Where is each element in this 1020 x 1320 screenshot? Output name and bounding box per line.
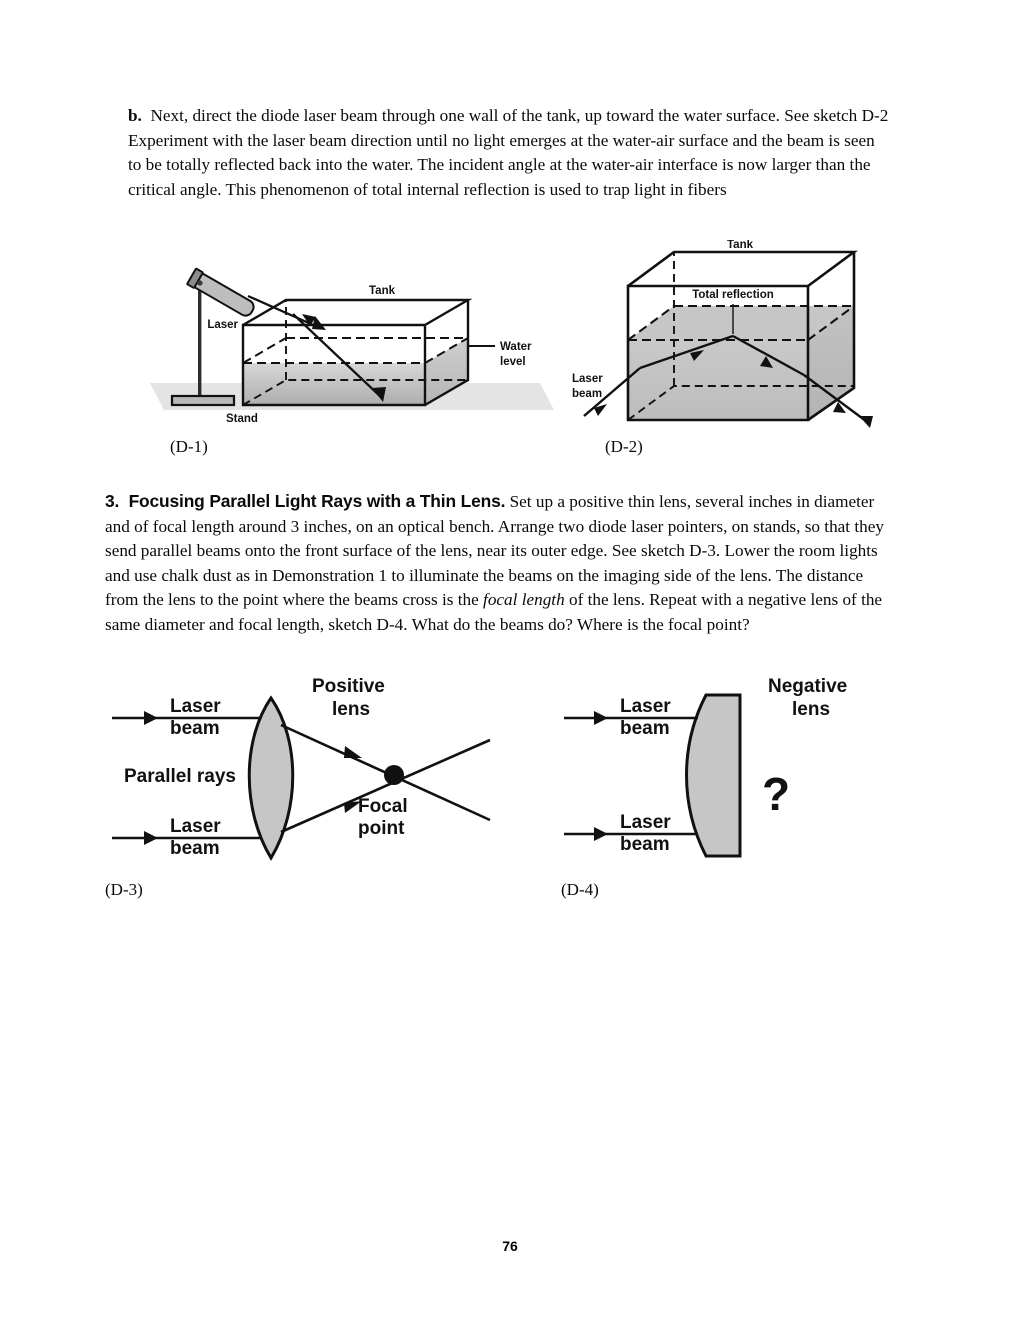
figure-d3: [100, 670, 520, 880]
label-tank: Tank: [369, 285, 395, 297]
beam-arrow-exit: [859, 416, 873, 428]
caption-d3: (D-3): [105, 880, 143, 899]
figure-d2: [570, 240, 900, 440]
paragraph-3-text-before: Set up a positive thin lens, several inches in diameter and of focal length around 3 inches, on an optical bench. Arrange two diode laser pointers, on stands, so that they send parallel beams onto the front surface of the lens, near its outer edge. See sketch D-3. Lower the room lights and use chalk dust as in Demonstration 1 to illuminate the beams on the imaging side of the lens. The distance from the lens to the point where the beams cross is the: [105, 492, 889, 610]
label-positive-lens-line1: Positive: [312, 676, 385, 697]
label-question-mark: ?: [762, 768, 791, 820]
label-tank-d2: Tank: [727, 240, 753, 251]
ray-arrow-bottom: [144, 831, 158, 845]
laser-clamp: [197, 280, 202, 285]
label-laser-beam-d2-line1: Laser: [572, 373, 603, 385]
positive-lens: [249, 698, 293, 858]
label-total-reflection: Total reflection: [692, 289, 774, 301]
paragraph-3-text-after: of the lens. Repeat with a negative lens of the same diameter and focal length, sketch D-4. What do the beams do? Where is the focal point?: [105, 590, 887, 634]
converge-arrow-top: [344, 746, 362, 758]
paragraph-3-heading: 3. Focusing Parallel Light Rays with a Thin Lens.: [105, 491, 506, 511]
caption-d4: (D-4): [561, 880, 599, 899]
label-water-level-line1: Water: [500, 341, 532, 353]
paragraph-item-3: [105, 489, 895, 638]
ray-arrow-top-d4: [594, 711, 608, 725]
label-focal-line1: Focal: [358, 796, 408, 817]
label-laser: Laser: [207, 319, 238, 331]
label-laser-top-line1: Laser: [170, 696, 221, 717]
label-water-level-line2: level: [500, 356, 526, 368]
laser-tube: [187, 268, 257, 319]
label-parallel-rays: Parallel rays: [124, 766, 236, 787]
label-negative-lens-line1: Negative: [768, 676, 848, 697]
label-laser-bottom-line1: Laser: [170, 816, 221, 837]
label-positive-lens-line2: lens: [332, 699, 371, 720]
label-laser-bottom-line2: beam: [170, 838, 220, 859]
label-laser-bottom-line2-d4: beam: [620, 834, 670, 855]
stand-pole: [198, 283, 201, 398]
label-stand: Stand: [226, 413, 258, 425]
ray-arrow-top: [144, 711, 158, 725]
paragraph-b-label: b.: [128, 106, 142, 125]
caption-d1: (D-1): [170, 437, 208, 456]
paragraph-b-text: Next, direct the diode laser beam through one wall of the tank, up toward the water surface. See sketch D-2 Experiment with the laser beam direction until no light emerges at the water-air surface and the beam is seen to be totally reflected back into the water. The incident angle at the water-air interface is now larger than the critical angle. This phenomenon of total internal reflection is used to trap light in fibers: [128, 106, 897, 199]
label-negative-lens-line2: lens: [792, 699, 831, 720]
label-laser-top-line1-d4: Laser: [620, 696, 671, 717]
stand-base: [172, 396, 234, 405]
ray-arrow-bottom-d4: [594, 827, 608, 841]
page-number: 76: [502, 1238, 518, 1254]
label-laser-beam-d2-line2: beam: [572, 388, 603, 400]
focal-point-dot: [384, 765, 404, 785]
paragraph-item-b: [128, 104, 897, 202]
paragraph-3-italic: focal length: [483, 590, 565, 610]
label-focal-line2: point: [358, 818, 405, 839]
caption-d2: (D-2): [605, 437, 643, 456]
label-laser-top-line2: beam: [170, 718, 220, 739]
figure-d4: [550, 670, 910, 880]
figure-d1: [150, 250, 570, 440]
label-laser-bottom-line1-d4: Laser: [620, 812, 671, 833]
water-front-face: [628, 340, 808, 420]
label-laser-top-line2-d4: beam: [620, 718, 670, 739]
